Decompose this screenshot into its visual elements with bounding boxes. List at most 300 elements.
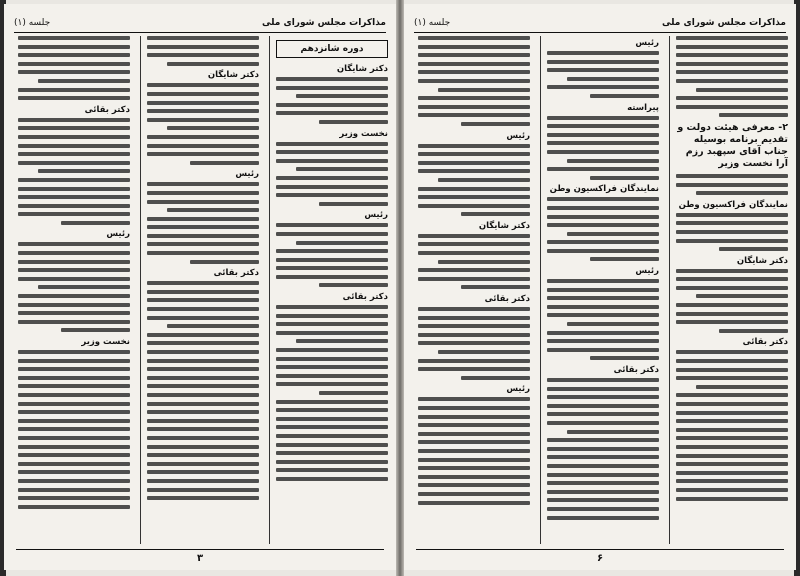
- text-line: [567, 232, 659, 236]
- text-line: [547, 464, 659, 468]
- text-line: [147, 200, 259, 204]
- text-line: [276, 150, 388, 154]
- text-line: [147, 281, 259, 285]
- text-line: [276, 232, 388, 236]
- text-line: [696, 385, 788, 389]
- speaker-label: نخست وزیر: [339, 128, 388, 139]
- text-line: [18, 53, 130, 57]
- text-line: [18, 496, 130, 500]
- text-line: [418, 36, 530, 40]
- text-line: [676, 312, 788, 316]
- text-line: [547, 348, 659, 352]
- text-line: [276, 357, 388, 361]
- text-line: [276, 365, 388, 369]
- text-line: [147, 462, 259, 466]
- text-line: [418, 333, 530, 337]
- text-line: [461, 122, 530, 126]
- text-line: [418, 367, 530, 371]
- text-line: [18, 470, 130, 474]
- text-line: [276, 223, 388, 227]
- text-line: [18, 212, 130, 216]
- text-line: [418, 359, 530, 363]
- text-line: [276, 425, 388, 429]
- text-line: [147, 101, 259, 105]
- text-line: [676, 411, 788, 415]
- text-line: [676, 221, 788, 225]
- text-line: [276, 477, 388, 481]
- speaker-label: دکتر بقائی: [613, 365, 659, 375]
- text-line: [147, 402, 259, 406]
- right-page-header: [414, 14, 786, 33]
- text-line: [676, 96, 788, 100]
- speaker-label: رئیس: [635, 266, 659, 277]
- speaker-label: نمایندگان فراکسیون وطن: [678, 199, 788, 210]
- speaker-label: رئیس: [235, 169, 259, 180]
- text-line: [676, 436, 788, 440]
- text-line: [676, 393, 788, 397]
- text-line: [418, 492, 530, 496]
- text-line: [147, 445, 259, 449]
- text-line: [547, 498, 659, 502]
- text-line: [418, 440, 530, 444]
- text-line: [418, 161, 530, 165]
- text-line: [676, 239, 788, 243]
- text-line: [418, 113, 530, 117]
- text-line: [276, 111, 388, 115]
- book-gutter: [396, 0, 404, 576]
- text-line: [676, 350, 788, 354]
- text-line: [676, 359, 788, 363]
- text-line: [18, 294, 130, 298]
- text-line: [438, 350, 530, 354]
- text-line: [147, 427, 259, 431]
- text-line: [418, 62, 530, 66]
- text-line: [276, 305, 388, 309]
- text-line: [676, 488, 788, 492]
- right-page: [404, 4, 796, 570]
- text-line: [167, 126, 259, 130]
- text-line: [547, 85, 659, 89]
- text-line: [18, 70, 130, 74]
- text-line: [418, 79, 530, 83]
- text-line: [276, 451, 388, 455]
- text-line: [18, 135, 130, 139]
- text-line: [18, 268, 130, 272]
- right-page-columns: [412, 36, 788, 544]
- text-line: [276, 443, 388, 447]
- text-line: [147, 182, 259, 186]
- text-line: [418, 432, 530, 436]
- text-line: [276, 249, 388, 253]
- text-line: [547, 150, 659, 154]
- text-line: [276, 142, 388, 146]
- text-line: [418, 234, 530, 238]
- text-line: [18, 311, 130, 315]
- text-line: [276, 408, 388, 412]
- text-line: [276, 266, 388, 270]
- text-line: [547, 197, 659, 201]
- text-line: [147, 384, 259, 388]
- text-line: [676, 269, 788, 273]
- text-line: [547, 249, 659, 253]
- text-line: [719, 113, 788, 117]
- text-line: [547, 313, 659, 317]
- text-line: [547, 378, 659, 382]
- text-line: [147, 135, 259, 139]
- left-page-column-middle: [140, 36, 259, 544]
- text-line: [547, 339, 659, 343]
- text-line: [276, 159, 388, 163]
- text-line: [18, 187, 130, 191]
- text-line: [418, 204, 530, 208]
- text-line: [147, 376, 259, 380]
- text-line: [696, 88, 788, 92]
- text-line: [18, 204, 130, 208]
- text-line: [147, 436, 259, 440]
- text-line: [147, 307, 259, 311]
- text-line: [18, 436, 130, 440]
- text-line: [147, 453, 259, 457]
- text-line: [590, 176, 659, 180]
- text-line: [18, 445, 130, 449]
- text-line: [547, 490, 659, 494]
- text-line: [547, 404, 659, 408]
- text-line: [547, 240, 659, 244]
- text-line: [418, 195, 530, 199]
- text-line: [418, 105, 530, 109]
- left-page-column-right: [269, 36, 388, 544]
- text-line: [418, 449, 530, 453]
- text-line: [418, 268, 530, 272]
- text-line: [296, 241, 388, 245]
- text-line: [567, 430, 659, 434]
- speaker-label: نخست وزیر: [81, 337, 130, 347]
- text-line: [676, 286, 788, 290]
- text-line: [276, 417, 388, 421]
- text-line: [147, 242, 259, 246]
- text-line: [418, 70, 530, 74]
- text-line: [147, 341, 259, 345]
- text-line: [547, 305, 659, 309]
- text-line: [18, 479, 130, 483]
- text-line: [438, 178, 530, 182]
- text-line: [676, 230, 788, 234]
- text-line: [461, 212, 530, 216]
- text-line: [547, 438, 659, 442]
- right-page-header-session: جلسه (۱): [414, 18, 451, 28]
- text-line: [676, 45, 788, 49]
- text-line: [18, 161, 130, 165]
- text-line: [18, 488, 130, 492]
- text-line: [547, 279, 659, 283]
- text-line: [190, 260, 259, 264]
- text-line: [719, 247, 788, 251]
- text-line: [18, 402, 130, 406]
- text-line: [18, 152, 130, 156]
- text-line: [676, 174, 788, 178]
- text-line: [547, 421, 659, 425]
- text-line: [676, 277, 788, 281]
- text-line: [676, 454, 788, 458]
- text-line: [18, 359, 130, 363]
- text-line: [147, 191, 259, 195]
- text-line: [38, 285, 130, 289]
- text-line: [61, 328, 130, 332]
- text-line: [276, 434, 388, 438]
- text-line: [18, 419, 130, 423]
- text-line: [18, 410, 130, 414]
- text-line: [418, 96, 530, 100]
- text-line: [418, 324, 530, 328]
- right-page-number: ۶: [416, 549, 784, 564]
- text-line: [547, 116, 659, 120]
- text-line: [547, 481, 659, 485]
- text-line: [676, 70, 788, 74]
- text-line: [147, 234, 259, 238]
- text-line: [418, 415, 530, 419]
- speaker-label: پیراسته: [627, 102, 659, 113]
- text-line: [438, 88, 530, 92]
- text-line: [418, 501, 530, 505]
- text-line: [547, 68, 659, 72]
- text-line: [296, 94, 388, 98]
- text-line: [676, 303, 788, 307]
- text-line: [276, 314, 388, 318]
- text-line: [147, 393, 259, 397]
- text-line: [676, 471, 788, 475]
- section-heading: ۲- معرفی هیئت دولت و تقدیم برنامه بوسیله جناب آقای سپهبد رزم آرا نخست وزیر: [677, 121, 788, 169]
- text-line: [418, 277, 530, 281]
- text-line: [547, 288, 659, 292]
- speaker-label: دکتر بقائی: [484, 294, 530, 305]
- text-line: [18, 126, 130, 130]
- text-line: [18, 62, 130, 66]
- text-line: [18, 384, 130, 388]
- left-page-header-title: مذاکرات مجلس شورای ملی: [261, 18, 386, 28]
- text-line: [676, 62, 788, 66]
- text-line: [18, 45, 130, 49]
- text-line: [18, 393, 130, 397]
- speaker-label: دکتر بقائی: [742, 337, 788, 348]
- text-line: [418, 466, 530, 470]
- text-line: [676, 36, 788, 40]
- left-page-column-left: [12, 36, 130, 544]
- text-line: [547, 447, 659, 451]
- text-line: [18, 427, 130, 431]
- text-line: [276, 400, 388, 404]
- text-line: [696, 294, 788, 298]
- text-line: [276, 103, 388, 107]
- text-line: [147, 225, 259, 229]
- text-line: [547, 60, 659, 64]
- text-line: [18, 505, 130, 509]
- text-line: [147, 496, 259, 500]
- text-line: [547, 51, 659, 55]
- text-line: [18, 453, 130, 457]
- text-line: [276, 176, 388, 180]
- text-line: [147, 333, 259, 337]
- text-line: [567, 77, 659, 81]
- text-line: [418, 483, 530, 487]
- text-line: [276, 258, 388, 262]
- text-line: [147, 479, 259, 483]
- text-line: [18, 350, 130, 354]
- text-line: [567, 159, 659, 163]
- text-line: [147, 217, 259, 221]
- text-line: [547, 395, 659, 399]
- text-line: [696, 191, 788, 195]
- text-line: [276, 374, 388, 378]
- text-line: [418, 144, 530, 148]
- left-page: [4, 4, 396, 570]
- speaker-label: رئیس: [106, 229, 130, 240]
- speaker-label: دکتر شایگان: [736, 255, 788, 266]
- text-line: [18, 462, 130, 466]
- text-line: [418, 45, 530, 49]
- right-page-column-right: [669, 36, 788, 544]
- speaker-label: رئیس: [506, 384, 530, 395]
- text-line: [319, 202, 388, 206]
- text-line: [547, 516, 659, 520]
- text-line: [676, 402, 788, 406]
- text-line: [547, 412, 659, 416]
- speaker-label: رئیس: [635, 38, 659, 48]
- text-line: [676, 53, 788, 57]
- text-line: [418, 307, 530, 311]
- speaker-label: دکتر بقائی: [84, 104, 130, 115]
- text-line: [147, 470, 259, 474]
- text-line: [418, 458, 530, 462]
- text-line: [418, 251, 530, 255]
- text-line: [18, 88, 130, 92]
- text-line: [547, 473, 659, 477]
- text-line: [18, 251, 130, 255]
- text-line: [147, 298, 259, 302]
- text-line: [147, 290, 259, 294]
- text-line: [547, 206, 659, 210]
- text-line: [276, 193, 388, 197]
- text-line: [276, 322, 388, 326]
- text-line: [276, 185, 388, 189]
- text-line: [147, 350, 259, 354]
- text-line: [167, 324, 259, 328]
- text-line: [319, 391, 388, 395]
- text-line: [418, 53, 530, 57]
- text-line: [147, 53, 259, 57]
- text-line: [167, 208, 259, 212]
- text-line: [147, 92, 259, 96]
- text-line: [590, 257, 659, 261]
- text-line: [61, 221, 130, 225]
- text-line: [18, 320, 130, 324]
- text-line: [590, 356, 659, 360]
- text-line: [18, 96, 130, 100]
- text-line: [18, 260, 130, 264]
- text-line: [18, 178, 130, 182]
- text-line: [461, 285, 530, 289]
- text-line: [276, 331, 388, 335]
- text-line: [547, 223, 659, 227]
- text-line: [418, 187, 530, 191]
- text-line: [418, 316, 530, 320]
- text-line: [547, 124, 659, 128]
- text-line: [418, 341, 530, 345]
- text-line: [567, 322, 659, 326]
- text-line: [18, 36, 130, 40]
- text-line: [676, 428, 788, 432]
- text-line: [719, 329, 788, 333]
- session-box: دوره شانزدهم: [276, 40, 388, 58]
- text-line: [276, 77, 388, 81]
- right-page-column-middle: [540, 36, 659, 544]
- text-line: [438, 260, 530, 264]
- text-line: [547, 455, 659, 459]
- left-page-columns: [12, 36, 388, 544]
- text-line: [547, 296, 659, 300]
- text-line: [276, 275, 388, 279]
- text-line: [18, 277, 130, 281]
- speaker-label: دکتر شایگان: [336, 64, 388, 74]
- text-line: [676, 445, 788, 449]
- speaker-label: دکتر بقائی: [213, 268, 259, 279]
- text-line: [147, 419, 259, 423]
- text-line: [147, 316, 259, 320]
- text-line: [676, 213, 788, 217]
- text-line: [18, 144, 130, 148]
- text-line: [676, 479, 788, 483]
- text-line: [547, 215, 659, 219]
- text-line: [18, 242, 130, 246]
- left-page-header: [14, 14, 386, 33]
- text-line: [676, 320, 788, 324]
- text-line: [676, 105, 788, 109]
- text-line: [147, 118, 259, 122]
- text-line: [276, 86, 388, 90]
- text-line: [547, 141, 659, 145]
- text-line: [18, 195, 130, 199]
- text-line: [147, 83, 259, 87]
- text-line: [18, 376, 130, 380]
- text-line: [276, 348, 388, 352]
- text-line: [547, 507, 659, 511]
- text-line: [676, 368, 788, 372]
- text-line: [418, 406, 530, 410]
- text-line: [276, 382, 388, 386]
- text-line: [676, 79, 788, 83]
- text-line: [676, 183, 788, 187]
- text-line: [18, 367, 130, 371]
- text-line: [147, 45, 259, 49]
- text-line: [190, 161, 259, 165]
- speaker-label: دکتر شایگان: [478, 220, 530, 231]
- text-line: [147, 36, 259, 40]
- text-line: [547, 133, 659, 137]
- text-line: [547, 331, 659, 335]
- speaker-label: نمایندگان فراکسیون وطن: [549, 184, 659, 195]
- speaker-label: رئیس: [364, 210, 388, 221]
- text-line: [38, 79, 130, 83]
- speaker-label: دکتر بقائی: [342, 292, 388, 303]
- text-line: [38, 169, 130, 173]
- text-line: [147, 359, 259, 363]
- text-line: [461, 376, 530, 380]
- text-line: [147, 488, 259, 492]
- text-line: [276, 460, 388, 464]
- text-line: [319, 283, 388, 287]
- text-line: [418, 242, 530, 246]
- text-line: [296, 339, 388, 343]
- text-line: [418, 475, 530, 479]
